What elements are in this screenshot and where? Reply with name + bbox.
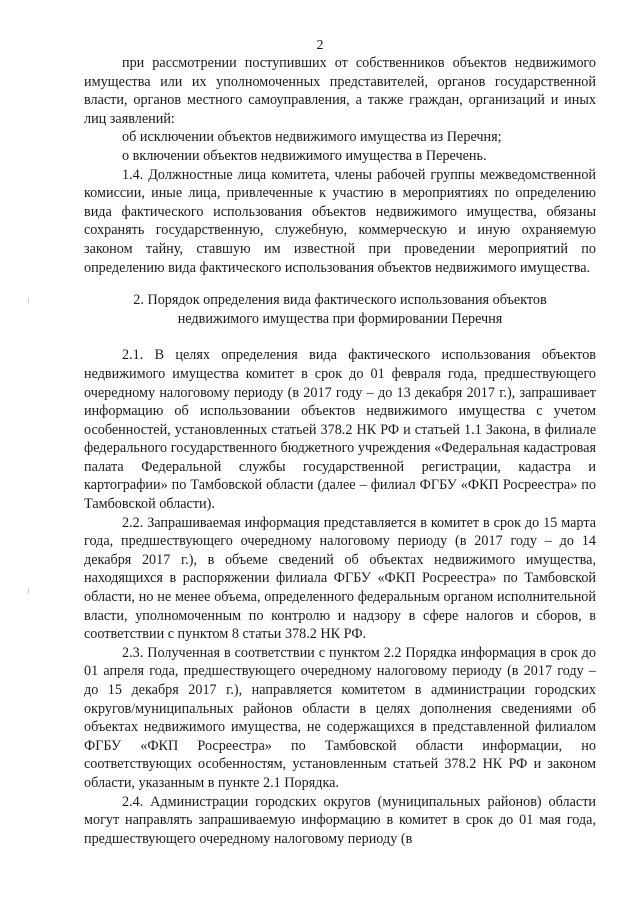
paragraph: при рассмотрении поступивших от собственников объектов недвижимого имущества или их уполномоченных представителей, органов государственной власти, органов местного самоуправления, а также граждан, организаций и иных лиц заявлений:	[84, 55, 596, 127]
scan-mark	[28, 588, 29, 594]
list-item: о включении объектов недвижимого имущества в Перечень.	[122, 147, 487, 164]
document-body	[84, 54, 596, 848]
section-heading-line-2: недвижимого имущества при формировании Перечня	[177, 310, 503, 327]
section-heading-line-1: 2. Порядок определения вида фактического использования объектов	[133, 292, 547, 309]
section-heading	[84, 291, 596, 328]
scan-mark	[28, 298, 29, 304]
paragraph: 2.3. Полученная в соответствии с пунктом 2.2 Порядка информация в срок до 01 апреля года, предшествующего очередному налоговому периоду (в 2017 году – до 15 декабря 2017 г.), направляется комитетом в администрации городских округов/муниципальных районов области в целях дополнения сведениями об объектах недвижимого имущества, не содержащихся в представленной филиалом ФГБУ «ФКП Росреестра» по Тамбовской области информации, но соответствующих особенностям, установленным статьей 378.2 НК РФ и законом области, указанным в пункте 2.1 Порядка.	[84, 644, 596, 791]
list-item: об исключении объектов недвижимого имущества из Перечня;	[122, 129, 502, 146]
page-number: 2	[316, 38, 324, 53]
paragraph: 2.1. В целях определения вида фактического использования объектов недвижимого имущества комитет в срок до 01 февраля года, предшествующего очередному налоговому периоду (в 2017 году – до 13 декабря 2017 г.), запрашивает информацию об использовании объектов недвижимого имущества с учетом особенностей, установленных статьей 378.2 НК РФ и статьей 1.1 Закона, в филиале федерального государственного бюджетного учреждения «Федеральная кадастровая палата Федеральной службы государственной регистрации, кадастра и картографии» по Тамбовской области (далее – филиал ФГБУ «ФКП Росреестра» по Тамбовской области).	[84, 347, 596, 513]
paragraph: 2.2. Запрашиваемая информация представляется в комитет в срок до 15 марта года, предшествующего очередному налоговому периоду (в 2017 году – до 14 декабря 2017 г.), в объеме сведений об объектах недвижимого имущества, находящихся в распоряжении филиала ФГБУ «ФКП Росреестра» по Тамбовской области, но не менее объема, определенного федеральным органом исполнительной власти, уполномоченным по контролю и надзору в сфере налогов и сборов, в соответствии с пунктом 8 статьи 378.2 НК РФ.	[84, 514, 596, 643]
paragraph: 1.4. Должностные лица комитета, члены рабочей группы межведомственной комиссии, иные лица, привлеченные к участию в мероприятиях по определению вида фактического использования объектов недвижимого имущества, обязаны сохранять государственную, служебную, коммерческую и иную охраняемую законом тайну, ставшую им известной при проведении мероприятий по определению вида фактического использования объектов недвижимого имущества.	[84, 166, 596, 276]
paragraph: 2.4. Администрации городских округов (муниципальных районов) области могут направлять запрашиваемую информацию в комитет в срок до 01 мая года, предшествующего очередному налоговому периоду (в	[84, 793, 596, 847]
